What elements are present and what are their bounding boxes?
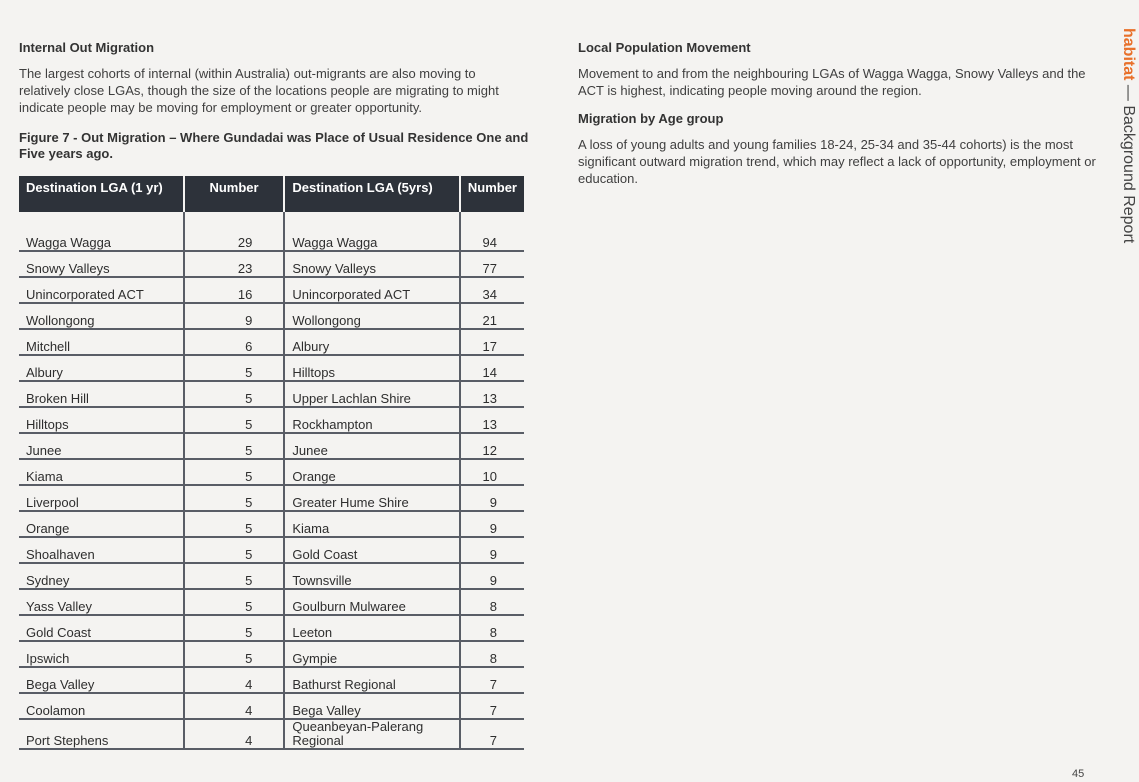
number-5yrs-cell: 13	[460, 381, 524, 407]
number-5yrs-cell: 10	[460, 459, 524, 485]
table-row	[19, 433, 524, 459]
number-1yr-cell: 5	[184, 381, 285, 407]
figure-caption: Figure 7 - Out Migration – Where Gundadai was Place of Usual Residence One and Five years ago.	[19, 130, 529, 161]
number-5yrs-cell: 21	[460, 303, 524, 329]
destination-5yrs-cell: Gympie	[284, 641, 460, 667]
number-1yr-cell: 5	[184, 511, 285, 537]
title-separator: —	[1120, 84, 1137, 101]
section-heading-local-population-movement: Local Population Movement	[578, 40, 751, 55]
number-5yrs-cell: 17	[460, 329, 524, 355]
spacer-cell	[460, 212, 524, 226]
destination-1yr-cell: Port Stephens	[19, 719, 184, 749]
table-row	[19, 667, 524, 693]
spacer-cell	[184, 212, 285, 226]
destination-1yr-cell: Snowy Valleys	[19, 251, 184, 277]
destination-5yrs-cell: Bathurst Regional	[284, 667, 460, 693]
number-1yr-cell: 5	[184, 355, 285, 381]
table-row	[19, 355, 524, 381]
table-header-row	[19, 176, 524, 212]
table-row	[19, 589, 524, 615]
destination-5yrs-cell: Hilltops	[284, 355, 460, 381]
number-5yrs-cell: 9	[460, 563, 524, 589]
number-5yrs-cell: 14	[460, 355, 524, 381]
number-1yr-cell: 23	[184, 251, 285, 277]
destination-5yrs-cell: Albury	[284, 329, 460, 355]
number-5yrs-cell: 12	[460, 433, 524, 459]
table-row	[19, 251, 524, 277]
number-1yr-cell: 5	[184, 537, 285, 563]
header-number-1yr: Number	[184, 176, 285, 212]
number-1yr-cell: 4	[184, 667, 285, 693]
document-title: Background Report	[1120, 105, 1137, 244]
table-row	[19, 511, 524, 537]
destination-5yrs-cell: Wollongong	[284, 303, 460, 329]
table-row	[19, 615, 524, 641]
destination-5yrs-cell: Upper Lachlan Shire	[284, 381, 460, 407]
number-5yrs-cell: 9	[460, 485, 524, 511]
number-1yr-cell: 29	[184, 226, 285, 251]
number-1yr-cell: 5	[184, 589, 285, 615]
header-destination-5yrs: Destination LGA (5yrs)	[284, 176, 460, 212]
destination-5yrs-cell: Rockhampton	[284, 407, 460, 433]
age-group-paragraph: A loss of young adults and young families 18-24, 25-34 and 35-44 cohorts) is the most significant outward migration trend, which may reflect a lack of opportunity, employment or education.	[578, 137, 1096, 186]
destination-5yrs-cell: Townsville	[284, 563, 460, 589]
number-1yr-cell: 5	[184, 485, 285, 511]
destination-5yrs-cell: Gold Coast	[284, 537, 460, 563]
destination-1yr-cell: Shoalhaven	[19, 537, 184, 563]
destination-1yr-cell: Mitchell	[19, 329, 184, 355]
spacer-cell	[19, 212, 184, 226]
number-5yrs-cell: 8	[460, 615, 524, 641]
destination-5yrs-cell: Orange	[284, 459, 460, 485]
number-5yrs-cell: 7	[460, 667, 524, 693]
number-1yr-cell: 4	[184, 719, 285, 749]
number-5yrs-cell: 94	[460, 226, 524, 251]
document-side-title	[1107, 28, 1139, 258]
table-row	[19, 459, 524, 485]
destination-5yrs-cell: Unincorporated ACT	[284, 277, 460, 303]
table-row	[19, 329, 524, 355]
number-5yrs-cell: 7	[460, 693, 524, 719]
destination-1yr-cell: Kiama	[19, 459, 184, 485]
header-number-5yrs: Number	[460, 176, 524, 212]
destination-1yr-cell: Junee	[19, 433, 184, 459]
destination-1yr-cell: Bega Valley	[19, 667, 184, 693]
destination-1yr-cell: Coolamon	[19, 693, 184, 719]
number-5yrs-cell: 13	[460, 407, 524, 433]
destination-1yr-cell: Orange	[19, 511, 184, 537]
destination-1yr-cell: Wollongong	[19, 303, 184, 329]
table-row	[19, 537, 524, 563]
destination-1yr-cell: Unincorporated ACT	[19, 277, 184, 303]
number-1yr-cell: 16	[184, 277, 285, 303]
header-destination-1yr: Destination LGA (1 yr)	[19, 176, 184, 212]
destination-5yrs-cell: Greater Hume Shire	[284, 485, 460, 511]
destination-5yrs-cell: Goulburn Mulwaree	[284, 589, 460, 615]
table-row	[19, 719, 524, 749]
table-row	[19, 381, 524, 407]
table-row	[19, 693, 524, 719]
number-5yrs-cell: 77	[460, 251, 524, 277]
table-row	[19, 407, 524, 433]
number-5yrs-cell: 7	[460, 719, 524, 749]
left-column	[19, 40, 529, 750]
destination-5yrs-cell: Bega Valley	[284, 693, 460, 719]
number-5yrs-cell: 34	[460, 277, 524, 303]
number-1yr-cell: 9	[184, 303, 285, 329]
destination-1yr-cell: Albury	[19, 355, 184, 381]
number-5yrs-cell: 8	[460, 589, 524, 615]
brand-logo-text: habitat	[1120, 28, 1137, 81]
number-1yr-cell: 5	[184, 433, 285, 459]
destination-1yr-cell: Hilltops	[19, 407, 184, 433]
number-1yr-cell: 5	[184, 459, 285, 485]
destination-1yr-cell: Yass Valley	[19, 589, 184, 615]
destination-5yrs-cell: Kiama	[284, 511, 460, 537]
table-row	[19, 485, 524, 511]
table-row	[19, 303, 524, 329]
local-movement-paragraph: Movement to and from the neighbouring LGAs of Wagga Wagga, Snowy Valleys and the ACT is highest, indicating people moving around the region.	[578, 66, 1086, 98]
number-1yr-cell: 5	[184, 407, 285, 433]
table-row	[19, 563, 524, 589]
intro-paragraph: The largest cohorts of internal (within Australia) out-migrants are also moving to relatively close LGAs, though the size of the locations people are migrating to might indicate people may be moving for employment or greater opportunity.	[19, 66, 499, 115]
number-1yr-cell: 4	[184, 693, 285, 719]
section-heading-migration-by-age: Migration by Age group	[578, 111, 724, 126]
table-body	[19, 212, 524, 749]
number-1yr-cell: 5	[184, 615, 285, 641]
number-5yrs-cell: 9	[460, 537, 524, 563]
number-5yrs-cell: 9	[460, 511, 524, 537]
destination-1yr-cell: Liverpool	[19, 485, 184, 511]
table-spacer-row	[19, 212, 524, 226]
destination-1yr-cell: Gold Coast	[19, 615, 184, 641]
spacer-cell	[284, 212, 460, 226]
table-row	[19, 641, 524, 667]
page-number: 45	[1072, 768, 1085, 780]
destination-1yr-cell: Wagga Wagga	[19, 226, 184, 251]
destination-1yr-cell: Ipswich	[19, 641, 184, 667]
table-row	[19, 277, 524, 303]
number-1yr-cell: 5	[184, 641, 285, 667]
section-heading-internal-out-migration: Internal Out Migration	[19, 40, 155, 55]
destination-5yrs-cell: Queanbeyan-Palerang Regional	[284, 719, 460, 749]
destination-5yrs-cell: Snowy Valleys	[284, 251, 460, 277]
table-row	[19, 226, 524, 251]
destination-5yrs-cell: Leeton	[284, 615, 460, 641]
out-migration-table	[19, 176, 524, 750]
destination-5yrs-cell: Wagga Wagga	[284, 226, 460, 251]
destination-1yr-cell: Sydney	[19, 563, 184, 589]
number-5yrs-cell: 8	[460, 641, 524, 667]
right-column	[578, 40, 1098, 199]
number-1yr-cell: 5	[184, 563, 285, 589]
destination-1yr-cell: Broken Hill	[19, 381, 184, 407]
destination-5yrs-cell: Junee	[284, 433, 460, 459]
number-1yr-cell: 6	[184, 329, 285, 355]
